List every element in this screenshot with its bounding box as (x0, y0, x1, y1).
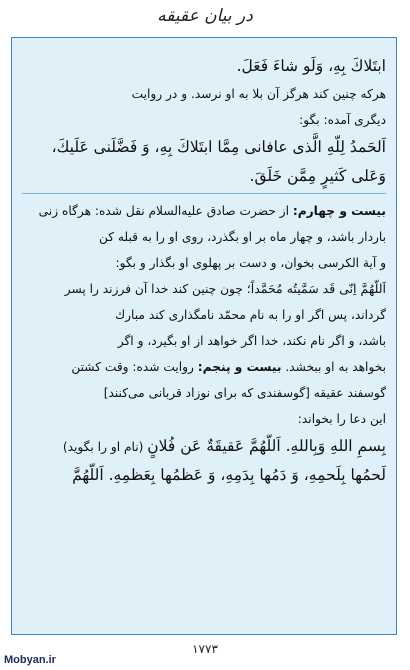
arabic-line-16: لَحمُها بِلَحمِهِ، وَ دَمُها بِدَمِهِ، وَ عَظمُها بِعَظمِهِ. اَللّهُمَّ (72, 466, 386, 484)
arabic-line-5: وَعَلى كَثيرٍ مِمَّن خَلَقَ. (249, 167, 386, 185)
text-line-12-a: بخواهد به او ببخشد. (281, 360, 386, 374)
page-title: در بيان عقيقه (157, 6, 253, 26)
arabic-line-15 (22, 432, 386, 461)
arabic-line-1: ابتَلاكَ بِهِ، وَلَو شاءَ فَعَلَ. (236, 57, 386, 75)
content-frame (11, 37, 397, 635)
arabic-phrase: اَللّهُمَّ اِنّى قَد سَمَّيتُه مُحَمَّداً؛ (246, 281, 386, 296)
text-line-6 (22, 198, 386, 224)
arabic-line-15-note: (نام او را بگويد) (62, 440, 148, 454)
section-heading-24: بيست و چهارم: (292, 204, 386, 218)
text-line-10: گرداند، پس اگر او را به نام محمّد نامگذارى كند مبارك (115, 308, 386, 322)
site-watermark: Mobyan.ir (4, 654, 56, 666)
text-line-8: و آية الكرسى بخوان، و دست بر پهلوى او بگذار و بگو: (115, 256, 386, 270)
arabic-line-15-a: بِسمِ اللهِ وَبِاللهِ. اَللّهُمَّ عَقيقَةٌ عَن فُلانٍ (147, 437, 386, 455)
section-divider (22, 193, 386, 194)
text-line-11: باشد، و اگر نام نكند، خدا اگر خواهد از او بگيرد، و اگر (117, 334, 386, 348)
text-line-13: گوسفند عقيقه [گوسفندى كه براى نوزاد قربانى مى‌كنند] (103, 386, 386, 400)
arabic-line-4: اَلحَمدُ لِلّهِ الَّذى عافانى مِمَّا ابتَلاكَ بِهِ، وَ فَضَّلَنى عَلَيكَ، (51, 138, 386, 156)
text-line-12 (22, 354, 386, 380)
text-line-6-rest: از حضرت صادق عليه‌السلام نقل شده: هرگاه زنى (38, 204, 293, 218)
text-line-14: اين دعا را بخواند: (297, 412, 386, 426)
text-line-3: ديگرى آمده: بگو: (299, 113, 386, 127)
section-heading-25: بيست و پنجم: (197, 360, 282, 374)
text-line-9-rest: چون چنين كند خدا آن فرزند را پسر (64, 282, 247, 296)
text-line-12-rest: روايت شده: وقت كشتن (71, 360, 198, 374)
text-line-7: باردار باشد، و چهار ماه بر او بگذرد، روى او را به قبله كن (98, 230, 386, 244)
page-body (22, 52, 386, 628)
page-number: ۱۷۷۳ (192, 642, 218, 656)
text-line-2: هركه چنين كند هرگز آن بلا به او نرسد. و در روايت (131, 87, 386, 101)
text-line-9 (22, 276, 386, 302)
